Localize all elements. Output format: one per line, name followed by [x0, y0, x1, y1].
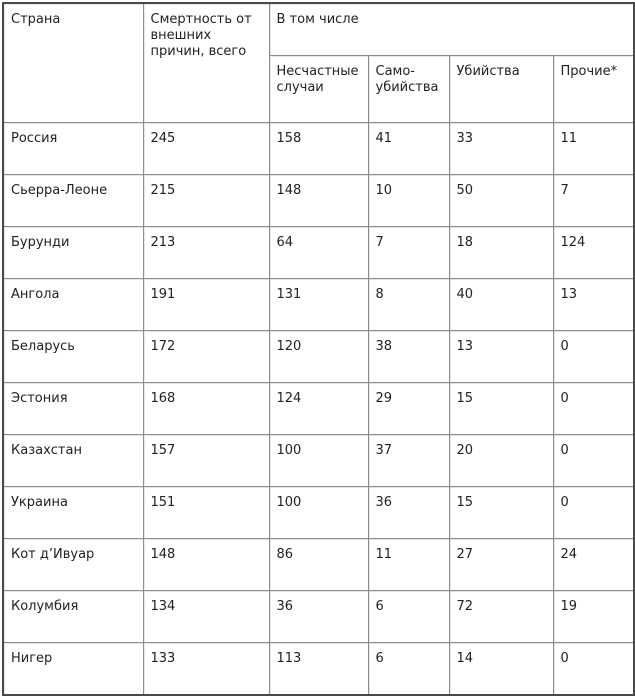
cell-country: Колумбия — [3, 591, 143, 643]
cell-homicides: 72 — [449, 591, 553, 643]
cell-other: 0 — [553, 435, 634, 487]
cell-total: 157 — [143, 435, 269, 487]
cell-homicides: 40 — [449, 279, 553, 331]
table-row — [3, 643, 634, 696]
cell-accidents: 120 — [269, 331, 368, 383]
cell-suicides: 8 — [368, 279, 449, 331]
cell-suicides: 41 — [368, 123, 449, 175]
cell-other: 11 — [553, 123, 634, 175]
cell-total: 191 — [143, 279, 269, 331]
cell-other: 24 — [553, 539, 634, 591]
cell-total: 134 — [143, 591, 269, 643]
cell-suicides: 11 — [368, 539, 449, 591]
cell-country: Казахстан — [3, 435, 143, 487]
header-country: Страна — [3, 3, 143, 123]
cell-total: 168 — [143, 383, 269, 435]
cell-homicides: 33 — [449, 123, 553, 175]
cell-suicides: 37 — [368, 435, 449, 487]
table-row — [3, 279, 634, 331]
cell-other: 19 — [553, 591, 634, 643]
cell-homicides: 13 — [449, 331, 553, 383]
cell-accidents: 148 — [269, 175, 368, 227]
cell-total: 215 — [143, 175, 269, 227]
cell-total: 245 — [143, 123, 269, 175]
cell-country: Сьерра-Леоне — [3, 175, 143, 227]
cell-accidents: 158 — [269, 123, 368, 175]
cell-homicides: 15 — [449, 383, 553, 435]
header-accidents: Несчастные случаи — [269, 56, 368, 123]
cell-suicides: 36 — [368, 487, 449, 539]
table-row — [3, 383, 634, 435]
cell-suicides: 29 — [368, 383, 449, 435]
cell-homicides: 14 — [449, 643, 553, 696]
cell-accidents: 131 — [269, 279, 368, 331]
cell-total: 151 — [143, 487, 269, 539]
cell-suicides: 38 — [368, 331, 449, 383]
cell-suicides: 7 — [368, 227, 449, 279]
table-row — [3, 123, 634, 175]
header-total: Смертность от внешних причин, всего — [143, 3, 269, 123]
cell-country: Украина — [3, 487, 143, 539]
cell-other: 0 — [553, 487, 634, 539]
cell-other: 13 — [553, 279, 634, 331]
cell-homicides: 27 — [449, 539, 553, 591]
cell-suicides: 10 — [368, 175, 449, 227]
cell-total: 133 — [143, 643, 269, 696]
cell-suicides: 6 — [368, 643, 449, 696]
table-row — [3, 227, 634, 279]
cell-accidents: 64 — [269, 227, 368, 279]
cell-homicides: 18 — [449, 227, 553, 279]
cell-accidents: 36 — [269, 591, 368, 643]
cell-suicides: 6 — [368, 591, 449, 643]
cell-homicides: 15 — [449, 487, 553, 539]
table-row — [3, 539, 634, 591]
cell-other: 0 — [553, 383, 634, 435]
cell-other: 0 — [553, 331, 634, 383]
header-other: Прочие* — [553, 56, 634, 123]
cell-country: Россия — [3, 123, 143, 175]
cell-accidents: 86 — [269, 539, 368, 591]
table-row — [3, 331, 634, 383]
cell-homicides: 50 — [449, 175, 553, 227]
cell-country: Эстония — [3, 383, 143, 435]
cell-other: 124 — [553, 227, 634, 279]
table-row — [3, 435, 634, 487]
header-suicides: Само-убийства — [368, 56, 449, 123]
cell-accidents: 100 — [269, 435, 368, 487]
cell-country: Кот д’Ивуар — [3, 539, 143, 591]
cell-country: Ангола — [3, 279, 143, 331]
cell-other: 0 — [553, 643, 634, 696]
header-row-1 — [3, 3, 634, 56]
cell-accidents: 124 — [269, 383, 368, 435]
cell-country: Бурунди — [3, 227, 143, 279]
cell-total: 148 — [143, 539, 269, 591]
table-row — [3, 591, 634, 643]
cell-total: 213 — [143, 227, 269, 279]
cell-other: 7 — [553, 175, 634, 227]
cell-total: 172 — [143, 331, 269, 383]
header-including: В том числе — [269, 3, 634, 56]
cell-accidents: 113 — [269, 643, 368, 696]
table-row — [3, 175, 634, 227]
table-body — [3, 123, 634, 696]
mortality-table — [2, 2, 635, 696]
cell-country: Нигер — [3, 643, 143, 696]
table-row — [3, 487, 634, 539]
cell-accidents: 100 — [269, 487, 368, 539]
cell-homicides: 20 — [449, 435, 553, 487]
header-homicides: Убийства — [449, 56, 553, 123]
cell-country: Беларусь — [3, 331, 143, 383]
